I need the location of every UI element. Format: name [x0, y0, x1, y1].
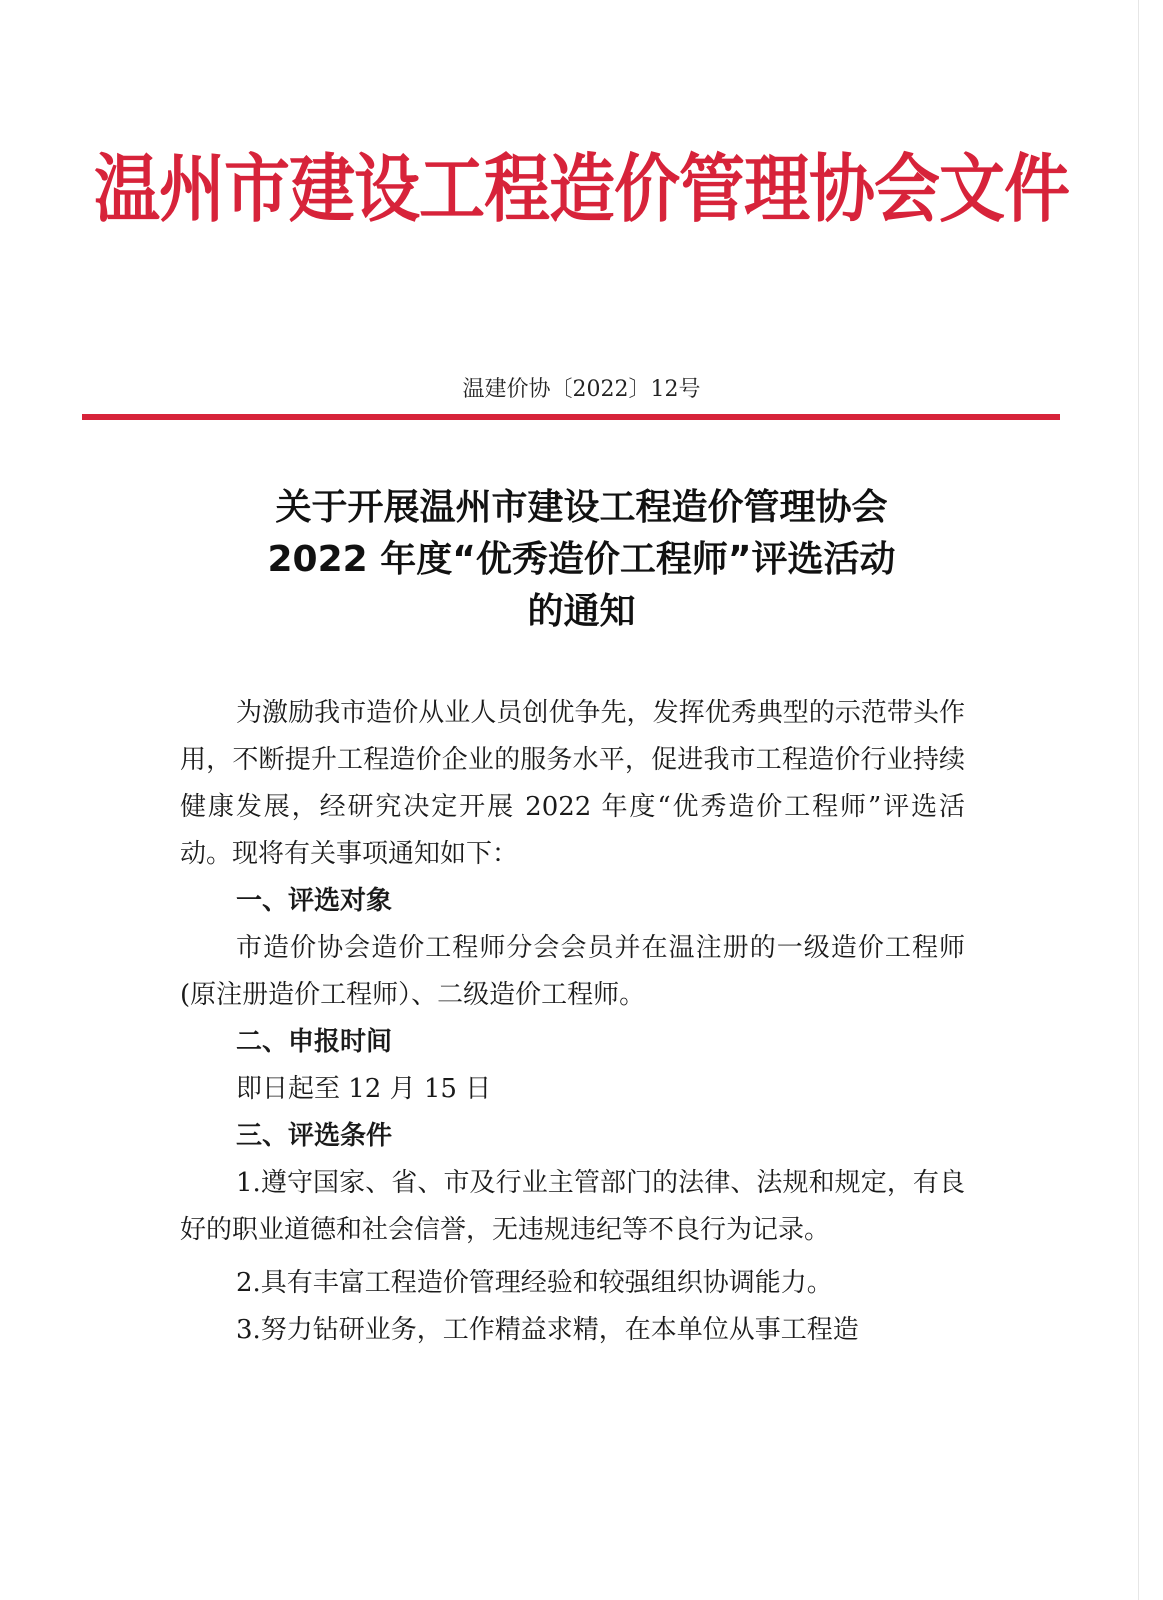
- criteria-item-1: 1.遵守国家、省、市及行业主管部门的法律、法规和规定，有良好的职业道德和社会信誉，无违规违纪等不良行为记录。: [180, 1168, 965, 1245]
- red-divider-rule: [82, 414, 1060, 420]
- title-line-2: 2022 年度“优秀造价工程师”评选活动: [267, 539, 896, 580]
- deadline-paragraph: 即日起至 12 月 15 日: [236, 1074, 492, 1104]
- notice-title: [0, 482, 1163, 638]
- section-heading-deadline: 二、申报时间: [236, 1027, 393, 1057]
- eligibility-paragraph: 市造价协会造价工程师分会会员并在温注册的一级造价工程师(原注册造价工程师）、二级造价工程师。: [180, 933, 965, 1010]
- scan-edge-line: [1138, 0, 1139, 1600]
- title-line-1: 关于开展温州市建设工程造价管理协会: [275, 487, 888, 528]
- criteria-item-3: 3.努力钻研业务，工作精益求精，在本单位从事工程造: [236, 1315, 859, 1345]
- masthead-title: 温州市建设工程造价管理协会文件: [94, 145, 1069, 233]
- document-number: 温建价协〔2022〕12号: [462, 377, 701, 402]
- section-heading-criteria: 三、评选条件: [236, 1121, 393, 1151]
- criteria-item-2: 2.具有丰富工程造价管理经验和较强组织协调能力。: [236, 1268, 833, 1298]
- notice-body: [180, 690, 965, 1354]
- title-line-3: 的通知: [527, 591, 636, 632]
- section-heading-eligibility: 一、评选对象: [236, 886, 393, 916]
- intro-paragraph: 为激励我市造价从业人员创优争先，发挥优秀典型的示范带头作用，不断提升工程造价企业的服务水平，促进我市工程造价行业持续健康发展，经研究决定开展 2022 年度“优秀造价工程师”评选活动。现将有关事项通知如下：: [180, 698, 965, 869]
